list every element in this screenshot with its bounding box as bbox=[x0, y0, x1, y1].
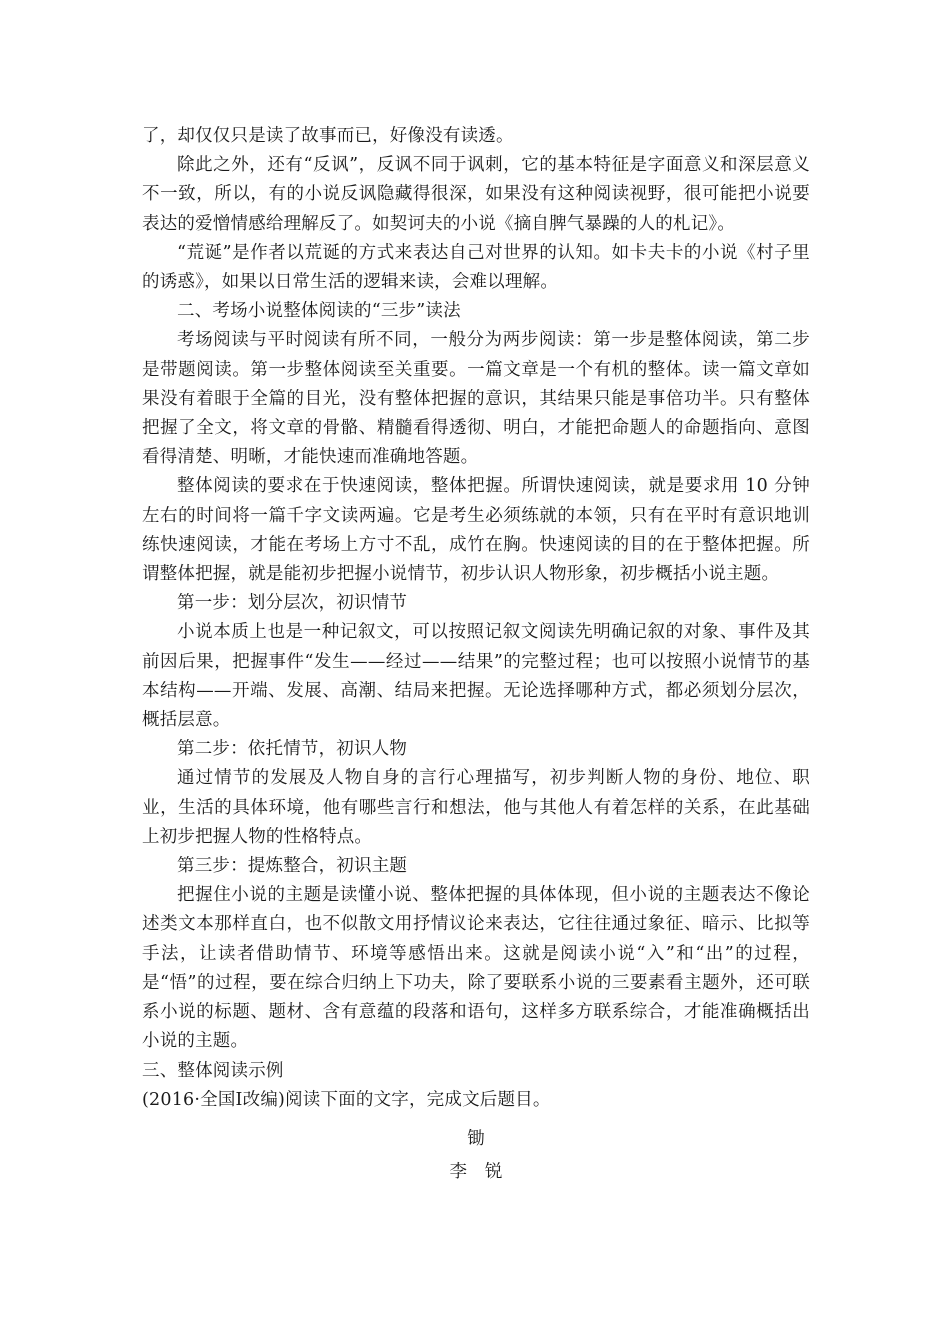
step-one-heading: 第一步：划分层次，初识情节 bbox=[177, 593, 408, 614]
section-heading-two: 二、考场小说整体阅读的“三步”读法 bbox=[177, 301, 461, 322]
story-title: 锄 bbox=[467, 1128, 485, 1149]
paragraph-absurdity: “荒诞”是作者以荒诞的方式来表达自己对世界的认知。如卡夫卡的小说《村子里的诱惑》，如果以日常生活的逻辑来读，会难以理解。 bbox=[142, 242, 810, 293]
exercise-instruction: (2016·全国Ⅰ改编)阅读下面的文字，完成文后题目。 bbox=[142, 1089, 551, 1110]
paragraph-exam-reading: 考场阅读与平时阅读有所不同，一般分为两步阅读：第一步是整体阅读，第二步是带题阅读。第一步整体阅读至关重要。一篇文章是一个有机的整体。读一篇文章如果没有着眼于全篇的目光，没有整体把握的意识，其结果只能是事倍功半。只有整体把握了全文，将文章的骨骼、精髓看得透彻、明白，才能把命题人的命题指向、意图看得清楚、明晰，才能快速而准确地答题。 bbox=[142, 330, 810, 468]
paragraph-irony: 除此之外，还有“反讽”，反讽不同于讽刺，它的基本特征是字面意义和深层意义不一致，所以，有的小说反讽隐藏得很深，如果没有这种阅读视野，很可能把小说要表达的爱憎情感给理解反了。如契诃夫的小说《摘自脾气暴躁的人的札记》。 bbox=[142, 155, 810, 234]
story-author: 李 锐 bbox=[449, 1162, 503, 1183]
document-page bbox=[142, 122, 810, 1187]
step-two-heading: 第二步：依托情节，初识人物 bbox=[177, 739, 408, 760]
paragraph-step-one: 小说本质上也是一种记叙文，可以按照记叙文阅读先明确记叙的对象、事件及其前因后果，把握事件“发生——经过——结果”的完整过程；也可以按照小说情节的基本结构——开端、发展、高潮、结局来把握。无论选择哪种方式，都必须划分层次，概括层意。 bbox=[142, 622, 810, 731]
paragraph-step-three: 把握住小说的主题是读懂小说、整体把握的具体体现，但小说的主题表达不像论述类文本那样直白，也不似散文用抒情议论来表达，它往往通过象征、暗示、比拟等手法，让读者借助情节、环境等感悟出来。这就是阅读小说“入”和“出”的过程，是“悟”的过程，要在综合归纳上下功夫，除了要联系小说的三要素看主题外，还可联系小说的标题、题材、含有意蕴的段落和语句，这样多方联系综合，才能准确概括出小说的主题。 bbox=[142, 885, 810, 1052]
paragraph-fast-reading: 整体阅读的要求在于快速阅读，整体把握。所谓快速阅读，就是要求用 10 分钟左右的时间将一篇千字文读两遍。它是考生必须练就的本领，只有在平时有意识地训练快速阅读，才能在考场上方寸不乱，成竹在胸。快速阅读的目的在于整体把握。所谓整体把握，就是能初步把握小说情节，初步认识人物形象，初步概括小说主题。 bbox=[142, 476, 810, 585]
section-heading-three: 三、整体阅读示例 bbox=[142, 1060, 284, 1081]
step-three-heading: 第三步：提炼整合，初识主题 bbox=[177, 856, 408, 877]
paragraph-step-two: 通过情节的发展及人物自身的言行心理描写，初步判断人物的身份、地位、职业，生活的具体环境，他有哪些言行和想法，他与其他人有着怎样的关系，在此基础上初步把握人物的性格特点。 bbox=[142, 768, 810, 847]
paragraph-continuation: 了，却仅仅只是读了故事而已，好像没有读透。 bbox=[142, 126, 514, 146]
